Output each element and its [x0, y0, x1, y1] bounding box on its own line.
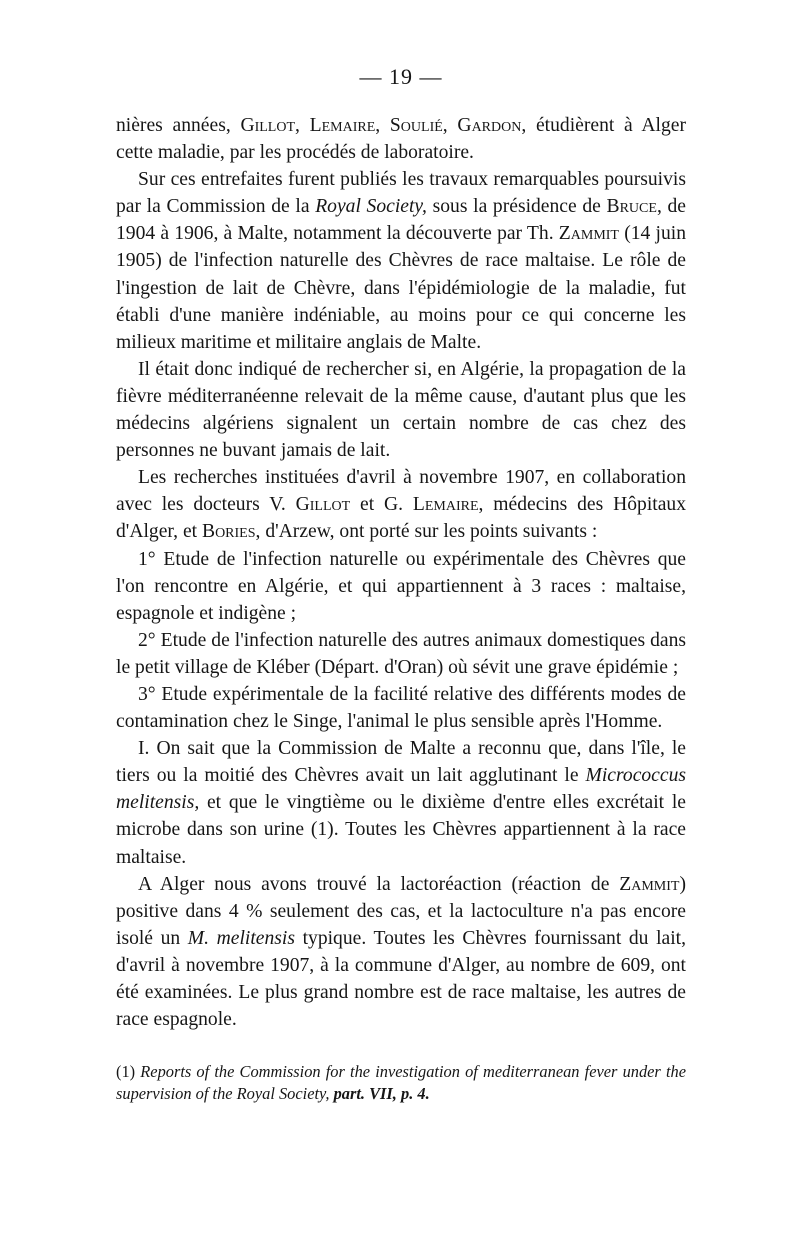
text-run: Sur ces entrefaites furent publiés les travaux remarquables poursuivis par la Commission de la	[116, 169, 686, 218]
list-item-3: 3° Etude expérimentale de la facilité relative des différents modes de contamination chez le Singe, l'animal le plus sensible après l'Homme.	[116, 683, 686, 733]
author-name: Gillot	[295, 494, 351, 516]
author-name: Lemaire	[309, 115, 376, 136]
paragraph-1	[116, 112, 686, 166]
italic-term: M. melitensis	[187, 927, 295, 949]
footnote-number: (1)	[116, 1062, 141, 1082]
author-name: Zammit	[619, 873, 680, 895]
document-page	[116, 64, 686, 1105]
footnote	[116, 1061, 686, 1105]
footnote-part: part. VII, p. 4.	[333, 1084, 430, 1104]
text-run: , étudièrent à Alger cette maladie, par les procédés de laboratoire.	[116, 115, 686, 164]
text-run: ,	[375, 115, 390, 136]
list-item-1: 1° Etude de l'infection naturelle ou expérimentale des Chèvres que l'on rencontre en Algérie, et qui appartiennent à 3 races : maltaise, espagnole et indigène ;	[116, 548, 686, 624]
author-name: Soulié	[389, 115, 443, 136]
author-name: Bories	[202, 521, 256, 543]
text-run: ,	[295, 115, 310, 136]
page-number: — 19 —	[359, 64, 443, 89]
list-item-2: 2° Etude de l'infection naturelle des autres animaux domestiques dans le petit village de Kléber (Départ. d'Oran) où sévit une grave épidémie ;	[116, 629, 686, 678]
text-run: , d'Arzew, ont porté sur les points suivants :	[255, 521, 598, 543]
text-run: I. On sait que la Commission de Malte a reconnu que, dans l'île, le tiers ou la moitié des Chèvres avait un lait agglutinant le	[116, 738, 686, 787]
paragraph-3: Il était donc indiqué de rechercher si, en Algérie, la propagation de la fièvre méditerranéenne relevait de la même cause, d'autant plus que les médecins algériens signalent un certain nombre de cas chez des personnes ne buvant jamais de lait.	[116, 358, 686, 462]
paragraph-2	[116, 166, 686, 356]
text-run: Les recherches instituées d'avril à novembre 1907, en collaboration avec les docteurs V.	[116, 467, 686, 516]
text-run: (14 juin 1905) de l'infection naturelle des Chèvres de race maltaise. Le rôle de l'ingestion de lait de Chèvre, dans l'épidémiologie de la maladie, fut établi d'une manière indéniable, au moins pour ce qui concerne les milieux maritime et militaire anglais de Malte.	[116, 223, 686, 353]
text-run: ) positive dans 4 % seulement des cas, et la lactoculture n'a pas encore isolé un	[116, 873, 686, 949]
author-name: Zammit	[558, 223, 619, 245]
footnote-text: Reports of the Commission for the investigation of mediterranean fever under the supervision of the Royal Society,	[116, 1062, 686, 1104]
text-run: , médecins des Hôpitaux d'Alger, et	[116, 494, 686, 543]
paragraph-4	[116, 464, 686, 545]
italic-term: Royal Society,	[315, 196, 427, 218]
text-run: , de 1904 à 1906, à Malte, notamment la découverte par Th.	[116, 196, 686, 245]
author-name: Bruce	[606, 196, 657, 218]
text-run: sous la présidence de	[426, 196, 607, 218]
text-run: et que le vingtième ou le dixième d'entre elles excrétait le microbe dans son urine (1). Toutes les Chèvres appartiennent à la race maltaise.	[116, 792, 686, 868]
text-run: A Alger nous avons trouvé la lactoréaction (réaction de	[138, 873, 620, 895]
text-run: nières années,	[116, 115, 241, 136]
paragraph-9	[116, 871, 686, 1034]
italic-term: Micrococcus melitensis,	[116, 765, 686, 814]
paragraph-8	[116, 735, 686, 870]
author-name: Gardon	[457, 115, 522, 136]
text-run: ,	[442, 115, 458, 136]
text-run: et G.	[350, 494, 413, 516]
author-name: Gillot	[240, 115, 296, 136]
author-name: Lemaire	[412, 494, 479, 516]
body-text	[116, 112, 686, 1033]
text-run: typique. Toutes les Chèvres fournissant du lait, d'avril à novembre 1907, à la commune d'Alger, au nombre de 609, ont été examinées. Le plus grand nombre est de race maltaise, les autres de race espagnole.	[116, 927, 686, 1031]
